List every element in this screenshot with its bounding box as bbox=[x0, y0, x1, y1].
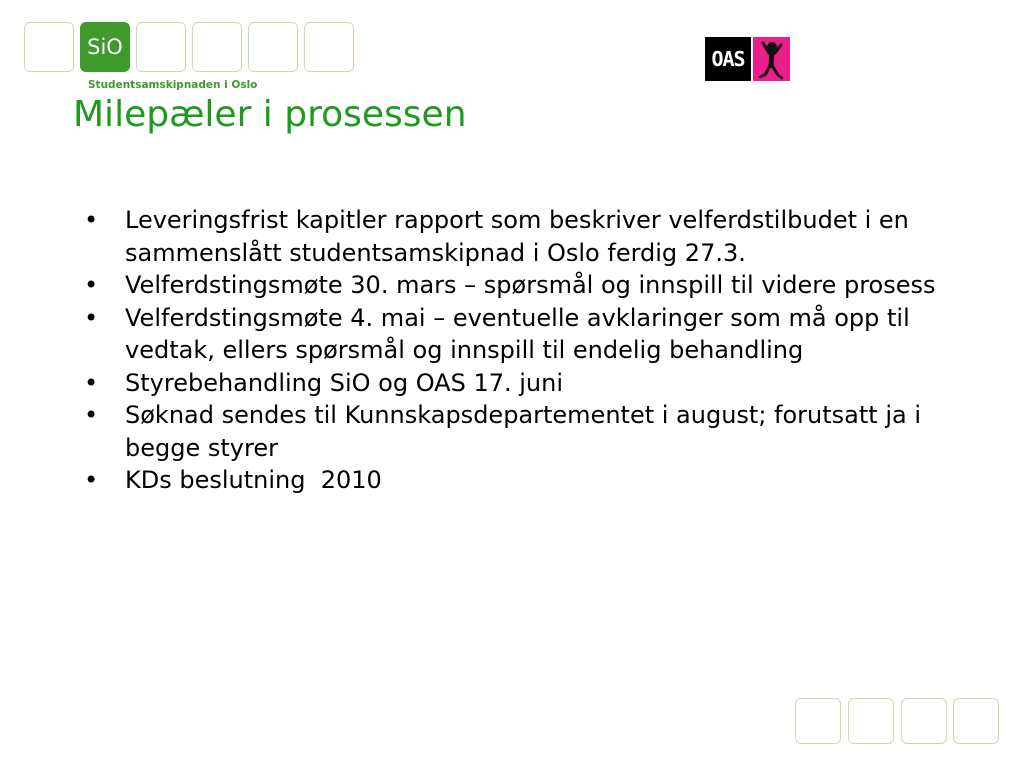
bullet-icon: • bbox=[84, 466, 99, 494]
bullet-icon: • bbox=[84, 206, 99, 234]
bullet-text: Styrebehandling SiO og OAS 17. juni bbox=[125, 368, 563, 397]
bullet-icon: • bbox=[84, 401, 99, 429]
bullet-item bbox=[84, 367, 994, 400]
decor-box bbox=[24, 22, 74, 72]
sio-tagline: Studentsamskipnaden i Oslo bbox=[88, 79, 258, 91]
decor-box bbox=[901, 698, 947, 744]
sio-logo bbox=[80, 22, 130, 72]
bullet-list bbox=[84, 204, 994, 497]
decor-box bbox=[136, 22, 186, 72]
bullet-text: Leveringsfrist kapitler rapport som beskriver velferdstilbudet i en sammenslått studentsamskipnad i Oslo ferdig 27.3. bbox=[125, 206, 909, 267]
bullet-icon: • bbox=[84, 303, 99, 332]
oas-logo-text: OAS bbox=[711, 47, 745, 71]
bullet-item bbox=[84, 464, 994, 497]
oas-figure-icon bbox=[753, 37, 790, 81]
decor-box bbox=[795, 698, 841, 744]
bullet-icon: • bbox=[84, 368, 99, 397]
decor-box bbox=[953, 698, 999, 744]
bullet-icon: • bbox=[84, 271, 99, 299]
decor-box bbox=[848, 698, 894, 744]
bullet-item bbox=[84, 269, 994, 302]
bullet-text: Velferdstingsmøte 30. mars – spørsmål og innspill til videre prosess bbox=[125, 271, 936, 299]
bullet-text: Velferdstingsmøte 4. mai – eventuelle avklaringer som må opp til vedtak, ellers spørsmål og innspill til endelig behandling bbox=[125, 303, 910, 364]
bullet-item bbox=[84, 399, 994, 464]
bullet-text: KDs beslutning 2010 bbox=[125, 466, 382, 494]
bullet-item bbox=[84, 204, 994, 269]
bullet-text: Søknad sendes til Kunnskapsdepartementet i august; forutsatt ja i begge styrer bbox=[125, 401, 921, 462]
decor-box bbox=[304, 22, 354, 72]
slide-title: Milepæler i prosessen bbox=[73, 94, 467, 135]
dancing-figure-icon bbox=[753, 37, 790, 81]
decor-box bbox=[248, 22, 298, 72]
oas-logo bbox=[705, 37, 751, 81]
bullet-item bbox=[84, 302, 994, 367]
sio-logo-text: SiO bbox=[87, 35, 123, 59]
decor-box bbox=[192, 22, 242, 72]
